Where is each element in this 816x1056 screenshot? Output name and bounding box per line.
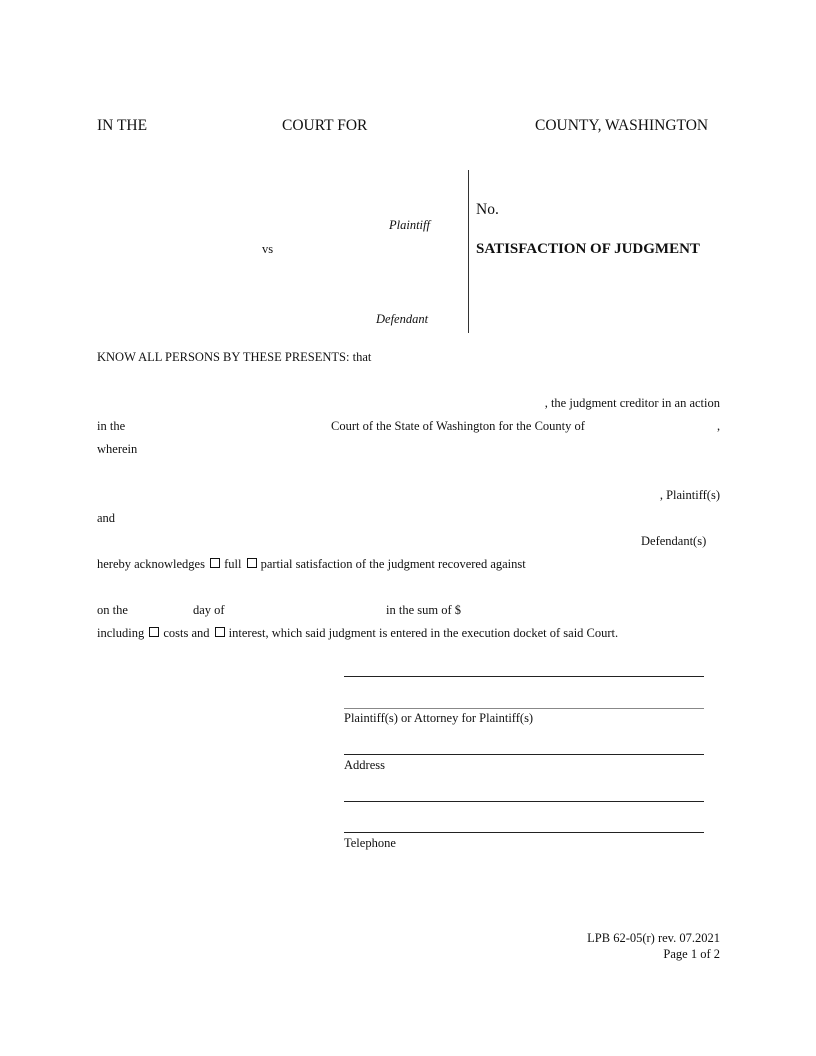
- wherein-text: wherein: [97, 442, 138, 456]
- defendant-label: Defendant: [376, 312, 429, 326]
- signature-line-2[interactable]: [344, 708, 704, 709]
- case-number-label: No.: [476, 201, 499, 218]
- vs-label: vs: [262, 242, 274, 256]
- header-county-state: COUNTY, WASHINGTON: [535, 117, 709, 134]
- including-line: [97, 626, 618, 641]
- address-line-2[interactable]: [344, 801, 704, 802]
- court-of-state-text: Court of the State of Washington for the County of: [331, 419, 585, 433]
- header-in-the: IN THE: [97, 117, 148, 134]
- sum-of-text: in the sum of $: [386, 603, 461, 617]
- signer-label: Plaintiff(s) or Attorney for Plaintiff(s): [344, 711, 534, 725]
- acknowledgment-line: [97, 557, 526, 572]
- caption-divider: [468, 170, 469, 333]
- document-title: SATISFACTION OF JUDGMENT: [476, 241, 700, 257]
- in-the-text: in the: [97, 419, 126, 433]
- costs-label: costs and: [163, 626, 210, 640]
- ack-prefix: hereby acknowledges: [97, 557, 205, 571]
- interest-label: interest, which said judgment is entered in the execution docket of said Court.: [228, 626, 619, 640]
- address-label: Address: [344, 758, 385, 772]
- telephone-label: Telephone: [344, 836, 396, 850]
- including-label: including: [97, 626, 145, 640]
- partial-label: partial satisfaction of the judgment recovered against: [260, 557, 526, 571]
- plaintiffs-label: , Plaintiff(s): [659, 488, 720, 502]
- signature-line-1[interactable]: [344, 676, 704, 677]
- form-id: LPB 62-05(r) rev. 07.2021: [587, 931, 720, 945]
- creditor-line: , the judgment creditor in an action: [544, 396, 720, 410]
- county-comma: ,: [717, 419, 721, 433]
- telephone-line[interactable]: [344, 832, 704, 833]
- costs-checkbox[interactable]: [149, 627, 159, 637]
- header-court-for: COURT FOR: [282, 117, 368, 134]
- partial-checkbox[interactable]: [247, 558, 257, 568]
- day-of-text: day of: [193, 603, 225, 617]
- intro-text: KNOW ALL PERSONS BY THESE PRESENTS: that: [97, 350, 372, 364]
- full-label: full: [224, 557, 242, 571]
- and-text: and: [97, 511, 116, 525]
- on-the-text: on the: [97, 603, 128, 617]
- page-number: Page 1 of 2: [663, 947, 720, 961]
- address-line[interactable]: [344, 754, 704, 755]
- full-checkbox[interactable]: [210, 558, 220, 568]
- plaintiff-label: Plaintiff: [389, 218, 430, 232]
- interest-checkbox[interactable]: [215, 627, 225, 637]
- defendants-label: Defendant(s): [641, 534, 707, 548]
